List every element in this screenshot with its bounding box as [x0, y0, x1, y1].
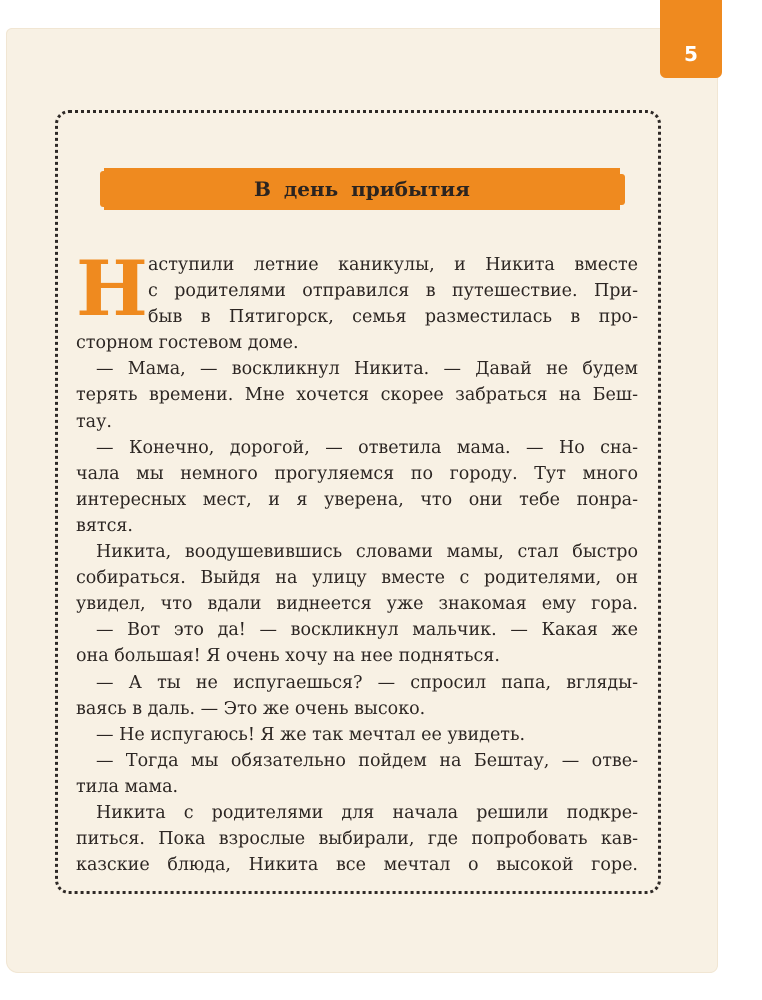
text-line: — А ты не испугаешься? — спросил папа, вгляды- — [96, 672, 638, 693]
text-line: тила мама. — [76, 776, 179, 797]
text-line: питься. Пока взрослые выбирали, где попробовать кав- — [76, 829, 638, 850]
text-line: с родителями отправился в путешествие. При- — [148, 281, 638, 302]
page-number-tab — [660, 0, 722, 78]
text-line: аступили летние каникулы, и Никита вместе — [148, 255, 638, 275]
text-line: увидел, что вдали виднеется уже знакомая ему гора. — [76, 594, 638, 615]
text-line: чала мы немного прогуляемся по городу. Тут много — [76, 463, 638, 484]
text-line: она большая! Я очень хочу на нее подняться. — [76, 646, 500, 667]
text-line: тау. — [76, 411, 112, 432]
text-line: ваясь в даль. — Это же очень высоко. — [76, 698, 426, 719]
chapter-title: В день прибытия — [254, 177, 470, 201]
text-line: — Тогда мы обязательно пойдем на Бештау, — отве- — [96, 750, 638, 771]
text-line: казские блюда, Никита все мечтал о высокой горе. — [76, 855, 638, 876]
text-line: Никита, воодушевившись словами мамы, стал быстро — [96, 542, 638, 563]
text-line: вятся. — [76, 515, 133, 536]
text-line: — Конечно, дорогой, — ответила мама. — Но сна- — [96, 437, 638, 458]
chapter-banner — [104, 168, 620, 210]
drop-cap: Н — [76, 244, 148, 333]
text-line: — Вот это да! — воскликнул мальчик. — Какая же — [96, 620, 638, 641]
text-line: Никита с родителями для начала решили подкре- — [96, 802, 638, 823]
text-line: сторном гостевом доме. — [76, 333, 299, 354]
page-number: 5 — [684, 42, 698, 66]
text-line: собираться. Выйдя на улицу вместе с родителями, он — [76, 568, 638, 589]
text-line: терять времени. Мне хочется скорее забраться на Беш- — [76, 385, 638, 406]
text-line: — Не испугаюсь! Я же так мечтал ее увидеть. — [96, 724, 526, 745]
text-line: интересных мест, и я уверена, что они тебе понра- — [76, 489, 638, 510]
text-line: быв в Пятигорск, семья разместилась в про- — [148, 307, 638, 328]
text-line: — Мама, — воскликнул Никита. — Давай не будем — [96, 359, 638, 380]
story-text — [76, 244, 638, 878]
